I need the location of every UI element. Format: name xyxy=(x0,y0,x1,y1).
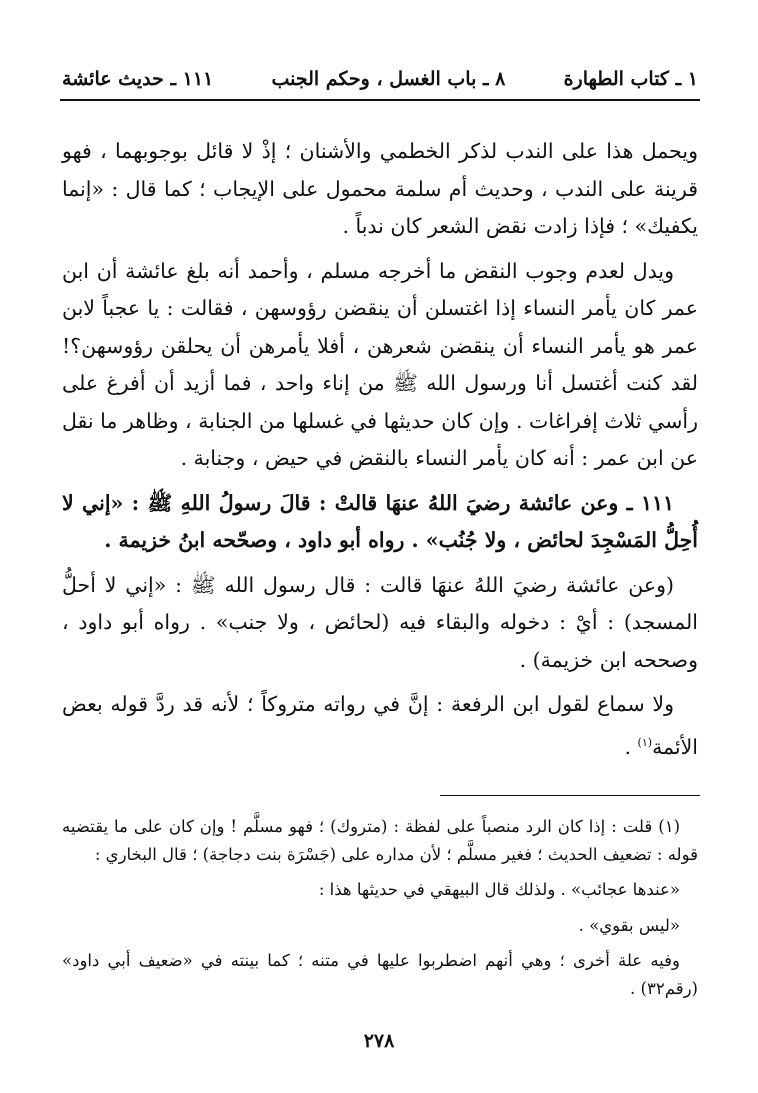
paragraph-2: ويدل لعدم وجوب النقض ما أخرجه مسلم ، وأحمد أنه بلغ عائشة أن ابن عمر كان يأمر النساء إذا اغتسلن أن ينقضن رؤوسهن ، فقالت : يا عجباً لابن عمر هو يأمر النساء أن ينقضن شعرهن ، أفلا يأمرهن أن يحلقن رؤوسهن؟! لقد كنت أغتسل أنا ورسول الله ﷺ من إناء واحد ، فما أزيد أن أفرغ على رأسي ثلاث إفراغات . وإن كان حديثها في غسلها من الجنابة ، وظاهر ما نقل عن ابن عمر : أنه كان يأمر النساء بالنقض في حيض ، وجنابة . xyxy=(62,258,698,470)
footnote-reference: (١) xyxy=(637,735,653,749)
hadith-commentary: (وعن عائشة رضيَ اللهُ عنهَا قالت : قال رسول الله ﷺ : «إني لا أحلُّ المسجد) : أيْ : دخوله والبقاء فيه (لحائض ، ولا جنب» . رواه أبو داود ، وصححه ابن خزيمة) . xyxy=(62,572,698,672)
running-header xyxy=(62,64,698,94)
paragraph-5 xyxy=(62,686,698,766)
footnote-1: (١) قلت : إذا كان الرد منصباً على لفظة : (متروك) ؛ فهو مسلَّم ! وإن كان على ما يقتضيه قوله : تضعيف الحديث ؛ فغير مسلَّم ؛ لأن مداره على (جَسْرَة بنت دجاجة) ؛ قال البخاري : xyxy=(62,817,698,864)
footnote-2: وفيه علة أخرى ؛ وهي أنهم اضطربوا عليها في متنه ؛ كما بينته في «ضعيف أبي داود» (رقم٣٢) . xyxy=(62,951,698,998)
main-text xyxy=(62,133,698,766)
footnote-quote-1: «عندها عجائب» . ولذلك قال البيهقي في حديثها هذا : xyxy=(318,880,680,899)
footnote-quote-2: «ليس بقوي» . xyxy=(578,915,680,935)
header-hadith: ١١١ ـ حديث عائشة xyxy=(62,68,214,90)
paragraph-5-end: . xyxy=(624,734,638,759)
hadith-111: ١١١ ـ وعن عائشة رضيَ اللهُ عنهَا قالتْ : قالَ رسولُ اللهِ ﷺ : «إني لا أُحِلُّ المَسْجِدَ لحائض ، ولا جُنُب» . رواه أبو داود ، وصحّحه ابنُ خزيمة . xyxy=(62,490,698,552)
header-section: ٨ ـ باب الغسل ، وحكم الجنب xyxy=(271,68,506,90)
header-divider xyxy=(60,99,700,101)
footnote-divider xyxy=(440,795,700,796)
header-chapter: ١ ـ كتاب الطهارة xyxy=(563,68,698,90)
paragraph-5-text: ولا سماع لقول ابن الرفعة : إنَّ في رواته متروكاً ؛ لأنه قد ردَّ قوله بعض الأئمة xyxy=(62,692,698,759)
footnotes xyxy=(62,813,698,1002)
paragraph-1: ويحمل هذا على الندب لذكر الخطمي والأشنان ؛ إذْ لا قائل بوجوبهما ، فهو قرينة على الندب ، وحديث أم سلمة محمول على الإيجاب ؛ كما قال : «إنما يكفيك» ؛ فإذا زادت نقض الشعر كان ندباً . xyxy=(62,139,698,238)
page-number: ٢٧٨ xyxy=(363,1030,395,1052)
